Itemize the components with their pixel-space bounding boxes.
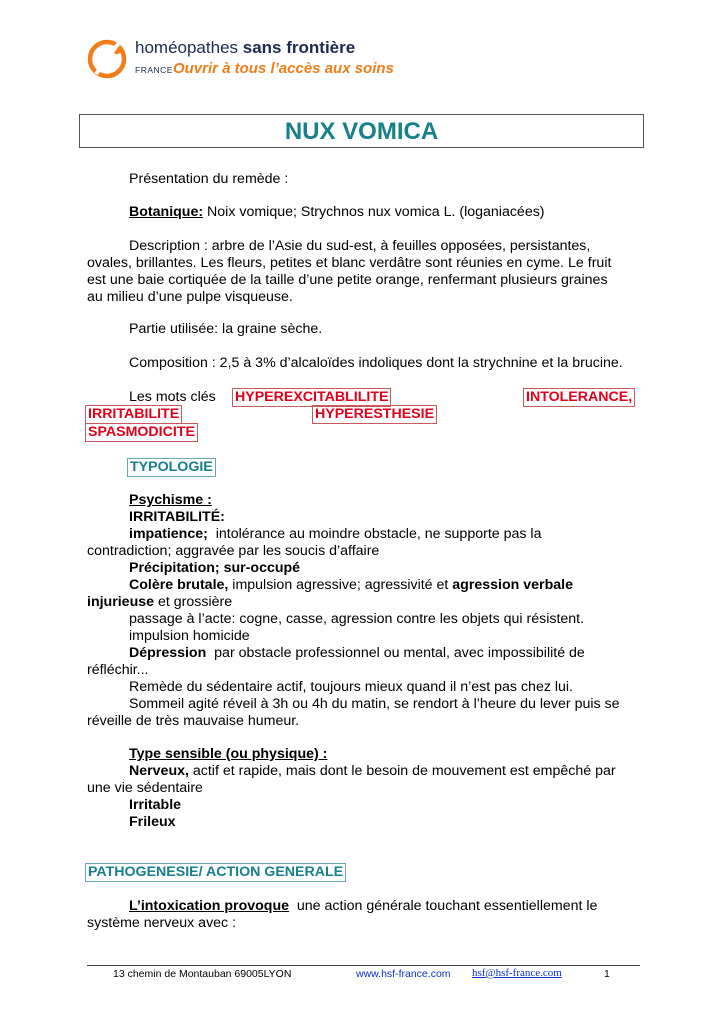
intoxication-line [129, 898, 597, 915]
composition: Composition : 2,5 à 3% d’alcaloïdes indoliques dont la strychnine et la brucine. [129, 355, 623, 371]
passage-line: passage à l’acte: cogne, casse, agression contre les objets qui résistent. [129, 611, 585, 627]
botanique-text: Noix vomique; Strychnos nux vomica L. (loganiacées) [203, 204, 545, 220]
page-title: NUX VOMICA [284, 118, 439, 145]
impatience-line2: contradiction; aggravée par les soucis d’affaire [87, 543, 380, 559]
nerveux-line [129, 763, 616, 780]
intoxication-label: L’intoxication provoque [129, 898, 290, 914]
botanique-label: Botanique: [129, 204, 204, 220]
keyword-hyperesthesie: HYPERESTHESIE [312, 405, 437, 424]
nerveux-label: Nerveux, [129, 763, 189, 779]
precipitation-line: Précipitation; sur-occupé [129, 560, 301, 576]
type-sensible-heading: Type sensible (ou physique) : [129, 746, 328, 762]
injurieuse-text: et grossière [154, 594, 233, 610]
intoxication-text: une action générale touchant essentiellement le [289, 898, 598, 914]
footer-page-number: 1 [604, 968, 610, 980]
footer-email-link[interactable]: hsf@hsf-france.com [472, 967, 562, 979]
colere-line [129, 577, 573, 594]
sommeil-line2: réveille de très mauvaise humeur. [87, 713, 300, 729]
logo-name-part2: sans frontière [242, 38, 356, 57]
title-box [79, 114, 644, 148]
intro-text: Présentation du remède : [129, 171, 289, 187]
psychisme-heading: Psychisme : [129, 492, 212, 508]
injurieuse-label: injurieuse [87, 594, 155, 610]
keyword-hyperexcitabilite: HYPEREXCITABLILITE [232, 388, 391, 407]
logo-france: FRANCE [135, 65, 173, 75]
description-line1: Description : arbre de l’Asie du sud-est, à feuilles opposées, persistantes, [129, 238, 591, 254]
irritable-line: Irritable [129, 797, 182, 813]
frileux-line: Frileux [129, 814, 176, 830]
pathogenesie-heading: PATHOGENESIE/ ACTION GENERALE [85, 863, 346, 882]
colere-text: impulsion agressive; agressivité et [228, 577, 453, 593]
sommeil-line1: Sommeil agité réveil à 3h ou 4h du matin, se rendort à l’heure du lever puis se [129, 696, 620, 712]
impatience-text: intolérance au moindre obstacle, ne supporte pas la [207, 526, 542, 542]
agression-label: agression verbale [452, 577, 573, 593]
colere-label: Colère brutale, [129, 577, 229, 593]
hsf-logo-icon [85, 34, 135, 84]
homicide-line: impulsion homicide [129, 628, 250, 644]
footer-address: 13 chemin de Montauban 69005LYON [113, 968, 292, 980]
botanique-line [129, 204, 545, 221]
injurieuse-line [87, 594, 232, 611]
impatience-label: impatience; [129, 526, 208, 542]
depression-text: par obstacle professionnel ou mental, avec impossibilité de [206, 645, 585, 661]
description-line4: au milieu d’une pulpe visqueuse. [87, 289, 293, 305]
logo [85, 34, 405, 84]
logo-tagline: Ouvrir à tous l’accès aux soins [172, 60, 394, 77]
keywords-label: Les mots clés [129, 389, 216, 405]
nerveux-text: actif et rapide, mais dont le besoin de mouvement est empêché par [188, 763, 616, 779]
depression-label: Dépression [129, 645, 207, 661]
description-line2: ovales, brillantes. Les fleurs, petites et blanc verdâtre sont réunies en cyme. Le fruit [87, 255, 612, 271]
keyword-intolerance: INTOLERANCE, [523, 388, 635, 407]
partie-utilisee: Partie utilisée: la graine sèche. [129, 321, 323, 337]
irritabilite-heading: IRRITABILITÉ: [129, 509, 225, 525]
footer-divider [87, 965, 640, 966]
keyword-spasmodicite: SPASMODICITE [85, 423, 198, 442]
footer-website-link[interactable]: www.hsf-france.com [356, 968, 451, 980]
description-line3: est une baie cortiquée de la taille d’une petite orange, renfermant plusieurs graines [87, 272, 608, 288]
logo-name-part1: homéopathes [135, 38, 239, 57]
typologie-heading: TYPOLOGIE [127, 458, 216, 477]
impatience-line [129, 526, 541, 543]
intoxication-line2: système nerveux avec : [87, 915, 237, 931]
sedentaire-line: Remède du sédentaire actif, toujours mieux quand il n’est pas chez lui. [129, 679, 574, 695]
depression-line [129, 645, 585, 662]
depression-line2: réfléchir... [87, 662, 149, 678]
keyword-irritabilite: IRRITABILITE [85, 405, 182, 424]
nerveux-line2: une vie sédentaire [87, 780, 203, 796]
